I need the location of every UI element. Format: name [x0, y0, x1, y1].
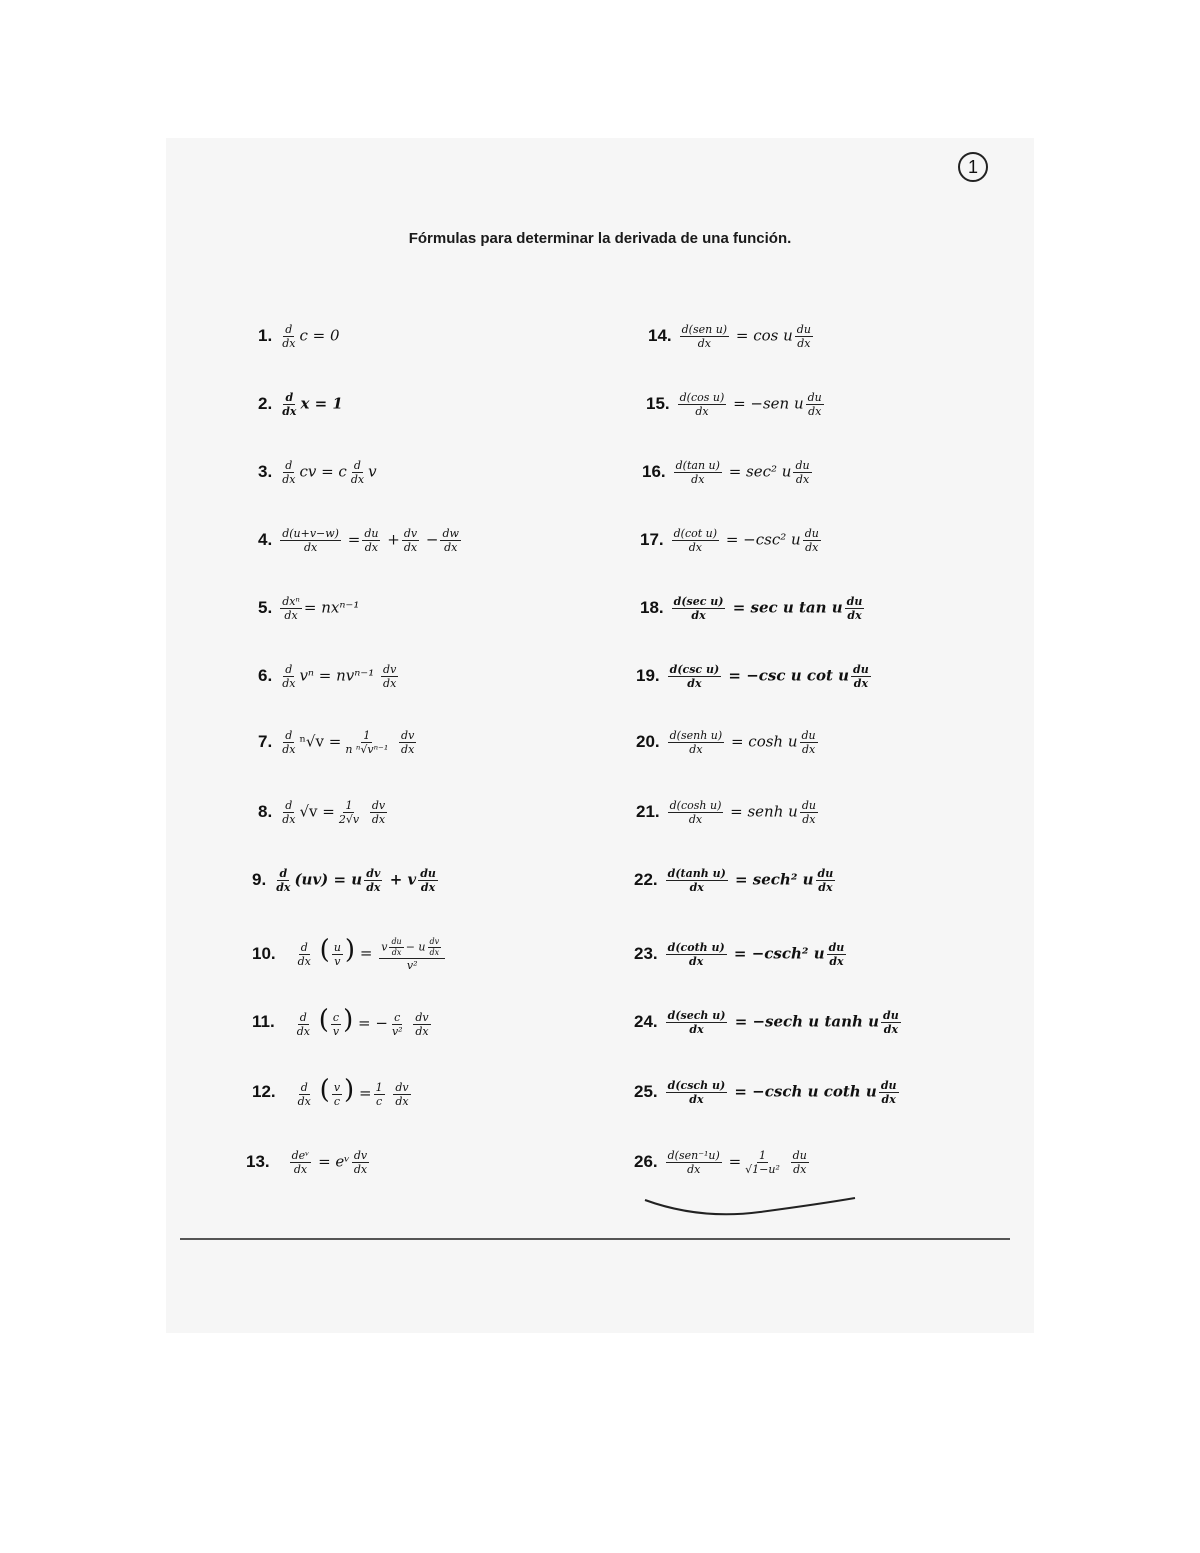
formula-3: 3. $\frac{d}{dx}$ cv = c $\frac{d}{dx}$ v [258, 458, 377, 486]
formula-number: 26. [634, 1152, 658, 1171]
formula-22: 22. $\frac{\text{d(tanh u)}}{dx}$ = sech² u $\frac{du}{dx}$ [634, 866, 834, 894]
formula-number: 1. [258, 326, 273, 345]
formula-number: 24. [634, 1012, 658, 1031]
formula-25: 25. $\frac{\text{d(csch u)}}{dx}$ = −csch u coth u $\frac{du}{dx}$ [634, 1078, 897, 1106]
formula-number: 21. [636, 802, 660, 821]
formula-number: 25. [634, 1082, 658, 1101]
formula-number: 10. [252, 944, 276, 963]
formula-19: 19. $\frac{\text{d(csc u)}}{dx}$ = −csc u cot u $\frac{du}{dx}$ [636, 662, 869, 690]
pen-scribble [640, 1190, 860, 1220]
formula-26: 26. $\frac{\text{d(sen⁻¹u)}}{dx}$ = $\frac{1}{\text{√1−u²}}$ $\frac{du}{dx}$ [634, 1148, 807, 1176]
formula-13: 13. $\frac{\text{deᵛ}}{dx}$ = eᵛ $\frac{dv}{dx}$ [246, 1148, 368, 1176]
formula-18: 18. $\frac{\text{d(sec u)}}{dx}$ = sec u tan u $\frac{du}{dx}$ [640, 594, 863, 622]
formula-number: 16. [642, 462, 666, 481]
formula-1: 1. $\frac{d}{dx}$ c = 0 [258, 322, 340, 350]
formula-4: 4. $\frac{d(u+v-w)}{dx}$ = $\frac{du}{dx}$ + $\frac{dv}{dx}$ − $\frac{dw}{dx}$ [258, 526, 459, 554]
formula-12: 12. $\frac{d}{dx}$ ( $\frac{v}{c}$ ) = $\frac{1}{c}$ $\frac{dv}{dx}$ [252, 1075, 409, 1108]
formula-number: 3. [258, 462, 273, 481]
formula-number: 17. [640, 530, 664, 549]
formula-number: 14. [648, 326, 672, 345]
formula-number: 22. [634, 870, 658, 889]
formula-number: 8. [258, 802, 273, 821]
formula-number: 19. [636, 666, 660, 685]
formula-9: 9. $\frac{d}{dx}$ (uv) = u $\frac{dv}{dx}$ + v $\frac{du}{dx}$ [252, 866, 436, 894]
formula-8: 8. $\frac{d}{dx}$ √v = $\frac{1}{2√v}$ $\frac{dv}{dx}$ [258, 798, 386, 826]
formula-20: 20. $\frac{\text{d(senh u)}}{dx}$ = cosh u $\frac{du}{dx}$ [636, 728, 816, 756]
formula-5: 5. $\frac{\text{dxⁿ}}{dx}$ = nxⁿ⁻¹ [258, 594, 360, 622]
formula-17: 17. $\frac{\text{d(cot u)}}{dx}$ = −csc² u $\frac{du}{dx}$ [640, 526, 819, 554]
formula-number: 9. [252, 870, 267, 889]
formula-number: 4. [258, 530, 273, 549]
page-number: 1 [958, 152, 988, 182]
formula-15: 15. $\frac{\text{d(cos u)}}{dx}$ = −sen u $\frac{du}{dx}$ [646, 390, 822, 418]
formula-14: 14. $\frac{\text{d(sen u)}}{dx}$ = cos u $\frac{du}{dx}$ [648, 322, 811, 350]
formula-24: 24. $\frac{\text{d(sech u)}}{dx}$ = −sech u tanh u $\frac{du}{dx}$ [634, 1008, 899, 1036]
formula-number: 2. [258, 394, 273, 413]
formula-6: 6. $\frac{d}{dx}$ vⁿ = nvⁿ⁻¹ $\frac{dv}{dx}$ [258, 662, 397, 690]
formula-number: 13. [246, 1152, 270, 1171]
formula-number: 7. [258, 732, 273, 751]
formula-number: 5. [258, 598, 273, 617]
formula-16: 16. $\frac{\text{d(tan u)}}{dx}$ = sec² u $\frac{du}{dx}$ [642, 458, 810, 486]
formula-number: 15. [646, 394, 670, 413]
formula-number: 6. [258, 666, 273, 685]
formula-2: 2. $\frac{d}{dx}$ x = 1 [258, 390, 343, 418]
formula-number: 23. [634, 944, 658, 963]
formula-21: 21. $\frac{\text{d(cosh u)}}{dx}$ = senh u $\frac{du}{dx}$ [636, 798, 816, 826]
formula-number: 12. [252, 1082, 276, 1101]
formula-11: 11. $\frac{d}{dx}$ ( $\frac{c}{v}$ ) = − $\frac{c}{\text{v²}}$ $\frac{dv}{dx}$ [252, 1005, 429, 1038]
page-title: Fórmulas para determinar la derivada de una función. [408, 230, 792, 247]
formula-number: 18. [640, 598, 664, 617]
formula-7: 7. $\frac{d}{dx}$ ⁿ√v = $\frac{1}{\text{n ⁿ√vⁿ⁻¹}}$ $\frac{dv}{dx}$ [258, 728, 415, 756]
formula-23: 23. $\frac{\text{d(coth u)}}{dx}$ = −csch² u $\frac{du}{dx}$ [634, 940, 845, 968]
formula-number: 11. [252, 1012, 275, 1031]
formula-number: 20. [636, 732, 660, 751]
bottom-rule [180, 1238, 1010, 1240]
formula-10: 10. $\frac{d}{dx}$ ( $\frac{u}{v}$ ) = v $\frac{du}{dx}$ − u $\frac{dv}{dx}$ v² [252, 934, 447, 974]
